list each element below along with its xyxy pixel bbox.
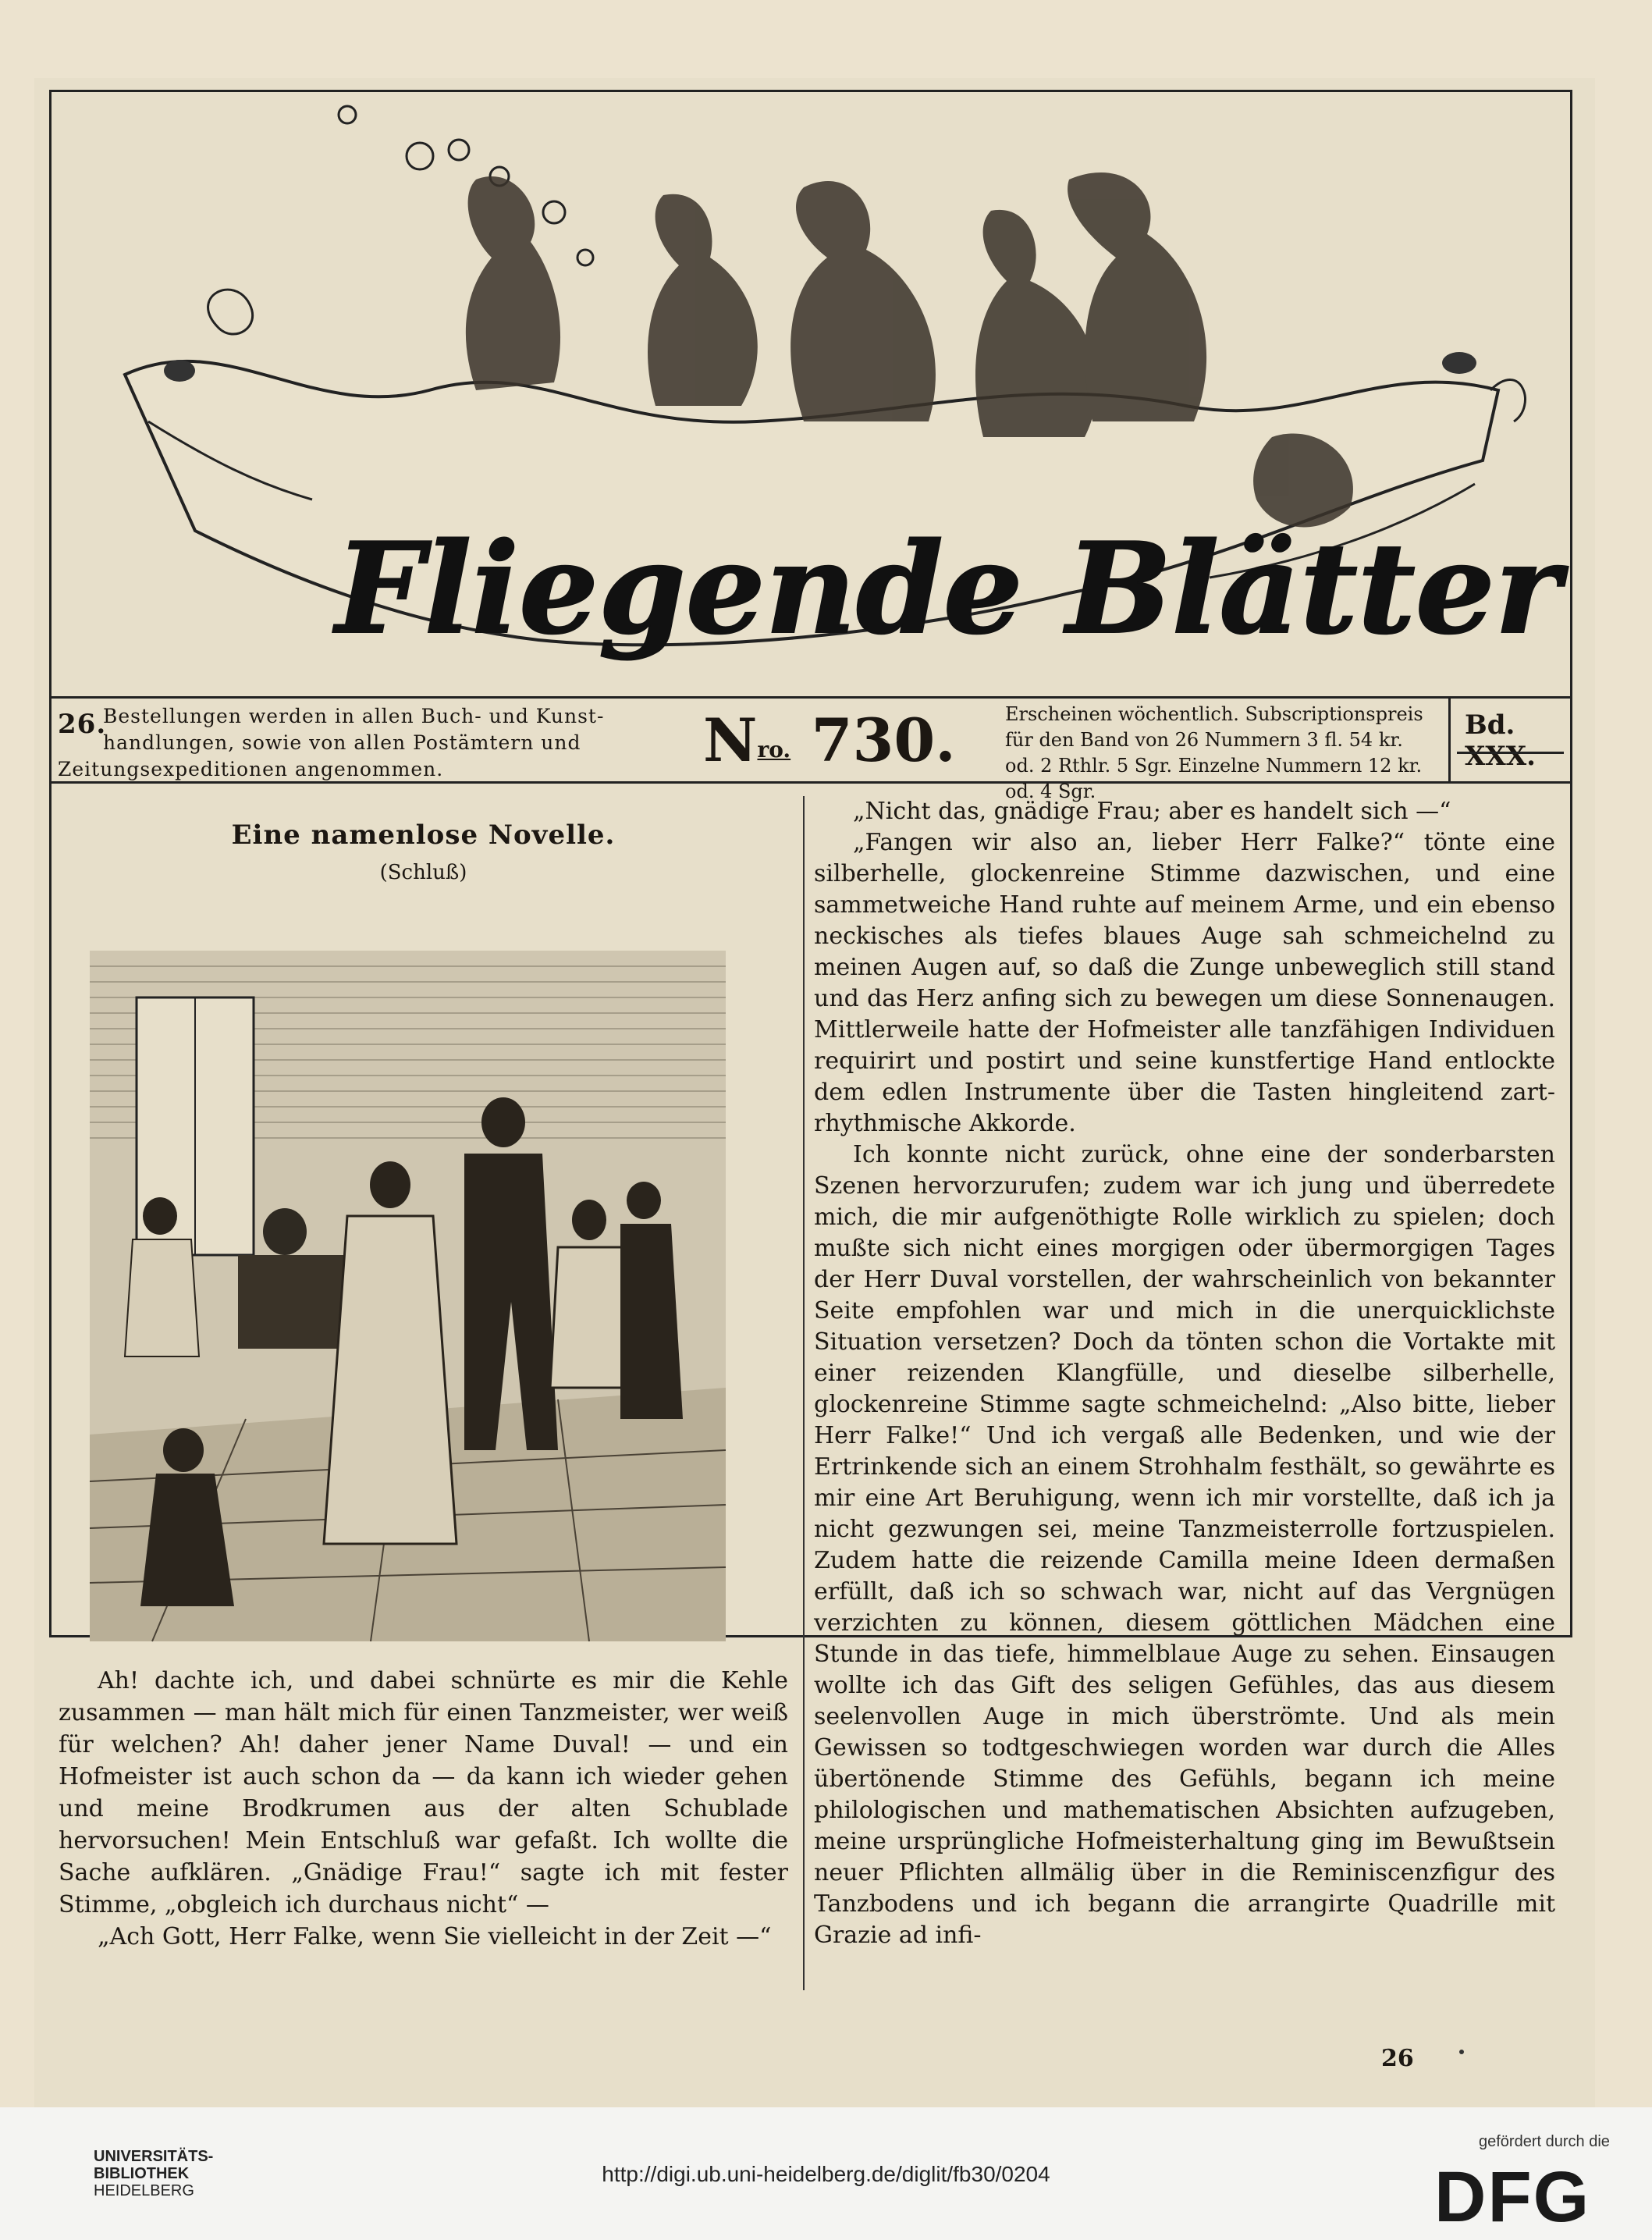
subscription-line: für den Band von 26 Nummern 3 fl. 54 kr. (1005, 729, 1403, 751)
issue-number-large: 730. (811, 706, 956, 775)
ordering-line: Bestellungen werden in allen Buch- und Kunst- (103, 705, 605, 727)
library-line: HEIDELBERG (94, 2182, 194, 2199)
subscription-info (1005, 702, 1442, 805)
dance-scene-engraving (90, 951, 726, 1641)
subscription-line: od. 2 Rthlr. 5 Sgr. Einzelne Nummern 12 kr. od. 4 Sgr. (1005, 755, 1423, 802)
info-bar (52, 696, 1570, 802)
funding-caption: gefördert durch die (1479, 2133, 1610, 2150)
page-number: 26 (1381, 2045, 1414, 2072)
left-column-text (59, 1665, 788, 1953)
issue-label (703, 703, 984, 778)
dfg-logo: DFG (1434, 2157, 1591, 2237)
masthead-title-art (320, 484, 1561, 687)
masthead-title: Fliegende Blätter (336, 515, 1561, 662)
paragraph: „Nicht das, gnädige Frau; aber es handelt sich —“ (853, 798, 1451, 825)
library-line: BIBLIOTHEK (94, 2165, 190, 2182)
ordering-line: Zeitungsexpeditionen angenommen. (58, 758, 444, 780)
nro-prefix: N (703, 706, 758, 775)
article-title: Eine namenlose Novelle. (231, 820, 616, 851)
masthead (55, 94, 1569, 687)
left-column (59, 796, 788, 888)
paragraph: „Ach Gott, Herr Falke, wenn Sie vielleicht in der Zeit —“ (98, 1923, 772, 1950)
volume-box (1448, 699, 1570, 781)
right-column (814, 796, 1555, 1951)
issue-number: 26. (58, 709, 107, 740)
paragraph: Ah! dachte ich, und dabei schnürte es mir die Kehle zusammen — man hält mich für einen Tanzmeister, wer weiß für welchen? Ah! daher jener Name Duval! — und ein Hofmeister ist auch schon da — da kann ich wieder gehen und meine Brodkrumen aus der alten Schublade hervorsuchen! Mein Entschluß war gefaßt. Ich wollte die Sache aufklären. „Gnädige Frau!“ sagte ich mit fester Stimme, „obgleich ich durchaus nicht“ — (59, 1667, 788, 1918)
ordering-text (103, 703, 680, 756)
paragraph: Ich konnte nicht zurück, ohne eine der sonderbarsten Szenen hervorzurufen; zudem war ich jung und überredete mich, die mir aufgenöthigte Rolle wirklich zu spielen; doch mußte sich nicht eines morgigen oder übermorgigen Tages der Herr Duval vorstellen, der wahrscheinlich von bekannter Seite empfohlen war und mich in die unerquicklichste Situation versetzen? Doch da tönten schon die Vortakte mit einer reizenden Klangfülle, und dieselbe silberhelle, glockenreine Stimme sagte schmeichelnd: „Also bitte, lieber Herr Falke!“ Und ich vergaß alle Bedenken, und wie der Ertrinkende sich an einem Strohhalm festhält, so gewährte es mir eine Art Beruhigung, wenn ich mir vorstellte, daß ich ja nicht gezwungen sei, meine Tanzmeisterrolle fortzuspielen. Zudem hatte die reizende Camilla meine Ideen dermaßen erfüllt, daß ich so schwach war, nicht auf das Vergnügen verzichten zu können, diesem göttlichen Mädchen eine Stunde in das tiefe, himmelblaue Auge zu sehen. Einsaugen wollte ich das Gift des seligen Gefühles, das aus diesem seelenvollen Auge in mich überströmte. Und als mein Gewissen so todtgeschwiegen worden war durch die Alles übertönende Stimme des Gefühls, begann ich meine philologischen und mathematischen Absichten aufzugeben, meine ursprüngliche Hofmeisterhaltung ging im Bewußtsein neuer Pflichten allmälig über in die Reminiscenzfigur des Tanzbodens und ich begann die arrangirte Quadrille mit Grazie ad infi- (814, 1141, 1555, 1949)
library-line: UNIVERSITÄTS- (94, 2148, 214, 2165)
volume-underline (1457, 752, 1564, 754)
volume-label: Bd. XXX. (1465, 709, 1536, 772)
nro-superscript: ro. (757, 737, 791, 763)
page-dot (1459, 2050, 1464, 2054)
article-subtitle: (Schluß) (379, 861, 467, 884)
subscription-line: Erscheinen wöchentlich. Subscriptionspreis (1005, 703, 1423, 725)
source-url-link[interactable]: http://digi.ub.uni-heidelberg.de/diglit/fb30/0204 (602, 2162, 1050, 2186)
column-divider (803, 796, 805, 1990)
paragraph: „Fangen wir also an, lieber Herr Falke?“ tönte eine silberhelle, glockenreine Stimme dazwischen, und eine sammetweiche Hand ruhte auf meinem Arme, und ein ebenso neckisches als tiefes blaues Auge sah schmeichelnd zu meinen Augen auf, so daß die Zunge unbeweglich still stand und das Herz anfing sich zu bewegen um diese Sonnenaugen. Mittlerweile hatte der Hofmeister alle tanzfähigen Individuen requirirt und postirt und seine kunstfertige Hand entlockte dem edlen Instrumente über die Tasten hingleitend zart-rhythmische Akkorde. (814, 829, 1555, 1137)
ordering-line: handlungen, sowie von allen Postämtern und (103, 731, 581, 754)
